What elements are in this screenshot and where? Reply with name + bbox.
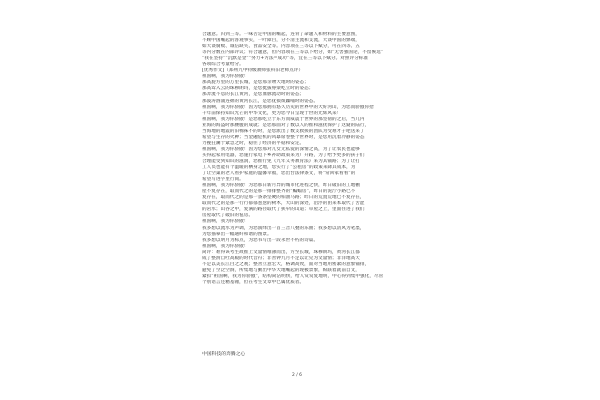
body-line: 工人员也能有个温暖的栖身之地，您实行了“公租房”的政策来降其成本，为 [202, 165, 356, 171]
body-line: 我多想以明月为标点，为您书写出一段永世不朽的诗篇。 [202, 237, 319, 243]
body-line: 那高旋方里的万里长城，是您那亲吻大地时的姿态； [202, 80, 309, 86]
body-line: 希望写进字里行间。 [202, 177, 244, 183]
body-line: 个别语言还精基锤，但在考生文章中已属优质者。 [202, 279, 305, 285]
body-line: “我在坚持”“沉默是金”“努力+方法=成功”等，宜在三等以下赋分。对照评分标准 [202, 56, 369, 62]
page-number: 2 / 6 [292, 373, 302, 378]
body-line: 亚海的海盗时那腰腹的成就；是您那面对了数以人的推和滋扰保护了这疑的陆行， [202, 122, 370, 128]
body-line: [优秀作文]（郑州九中特级教师张科旧老师点评） [202, 68, 304, 74]
body-line: 那高耸入云的珠穆朗玛，是您挺拔脊梁屹立时的姿态； [202, 86, 314, 92]
body-line: 祖国啊，我为你骄傲！是您那屹立于东方而威震于世界的那坚韧的之后，当几内 [202, 116, 365, 122]
body-line: 那波涛汹涌连绵的黄河长江，是您抚摸烦躁哺时的姿态。 [202, 98, 319, 104]
body-line: 各项综合考量给分。 [202, 62, 244, 68]
body-line: 成了整滑自吐高殿的时代音符；非善钟九月不足以让兑为文量情；非洋地高天 [202, 255, 360, 261]
body-line: 房屋取代了破旧的毡房。 [202, 213, 254, 219]
body-line: 等内分数在内部评议；符合题意，但内容项在三等以下给分，如“无害强国论，不留候选” [202, 50, 384, 56]
body-line: 的岩水；山谷之中，复满的路径取代了狭窄的山道；草屋之上，里面住进了我们 [202, 207, 365, 213]
next-essay-title: 中国科技的奔腾之心 [202, 352, 246, 357]
body-line: 合理能受到知识的滋润，您推行免《九年义务教育法》来为其铺路；为了让打 [202, 158, 360, 164]
body-line: 我多想以流水为声调，为您演绎出一首三音八叠的乐曲；我多想以清风为笔墨， [202, 225, 365, 231]
body-line: 祖国啊，我为你骄傲！ [202, 74, 249, 80]
body-line: 祖国啊，我为你骄傲！ [202, 243, 249, 249]
body-line: 祖国啊，我为你骄傲！因为您那对儿女无私爱的深情之高，为了让农民也能够 [202, 146, 360, 152]
body-line: 千年前保持知识光芒的中华文化，更为您今日呈现于世的光辉风采！ [202, 110, 342, 116]
body-line: 了让空巢的老人看护家庭的温馨幸福，您出台法律条文，将“常回家看看”的 [202, 171, 356, 177]
body-line: 复存在，取而代之的是那一条条坚硬的柏油马路；昨日的荒置荒地已不复存在， [202, 195, 365, 201]
body-line: 当海地的地震的旧棉袜不的时，是您派出了数支救援的团队为受难才子吧送来了 [202, 128, 365, 134]
body-line: 紧扣“祖国啊，我为你骄傲”，结构简洁明快，给人赏赏复地明，中心得到集中强化，尽管 [202, 273, 384, 279]
body-line: 简评：难得该考生故推上文量情唯薄而出，方至长城，珠穆朗玛，黄河长江都 [202, 249, 360, 255]
body-line: 屋不复存在，取而代之的是那一排排整齐的“蝙蝠房”，昨日的泥泞小路已不 [202, 189, 356, 195]
body-line: 不顾中国崛起的客观事实，一叶障目，分不清主流和支流，大谈中国的弊端， [202, 38, 360, 44]
body-line: 力挽狂澜于紧急之时，稳住了经济的平稳和安定。 [202, 140, 305, 146]
document-body [202, 32, 402, 286]
body-line: 避免了空泛空洞，所集地与勤出中华大地崛起的现极景象，纵联着就前自文， [202, 267, 360, 273]
body-line: 取而代之的是那一行行郁郁葱葱的树木，大山的深处，沿浮的由来本取代了苦涩 [202, 201, 365, 207]
body-line: 那奔流不息的长江黄河，是您血脉流动时的姿态； [202, 92, 305, 98]
body-line: 祖国啊，我为你骄傲！ [202, 219, 249, 225]
body-line: 买得起家用电器，您施行家电下乡补助政策来为广开路，为了给予更多的孩子们 [202, 152, 365, 158]
body-line: 为您描摹出一幅通纤和谐的图景。 [202, 231, 272, 237]
body-line: 祖国啊，我为你骄傲！为您那日新月异的城市化进程之快，昨日破旧的工地棚 [202, 183, 360, 189]
body-line: 合题意。归到三等。一味否定中国的崛起，连背了命题人和材料的主要意图， [202, 32, 360, 37]
body-line: 希望与生存的火种；当金融危机的风暴席卷整个世界时，是您用沉着冷静的姿态 [202, 134, 365, 140]
body-line: 如大谈腐败、诚信缺失、食品安全等。内容项在三等以下赋分，可在四等、五 [202, 44, 360, 50]
body-line: 祖国啊，我为你骄傲！因为您那拥有悠久历史的世界中的大好河山，为您而骄傲你拾 [202, 104, 374, 110]
body-line: 不足以美长江白之之观；整善立意宏大，格调高致，面对当地用密紧的意象铺排， [202, 261, 370, 267]
